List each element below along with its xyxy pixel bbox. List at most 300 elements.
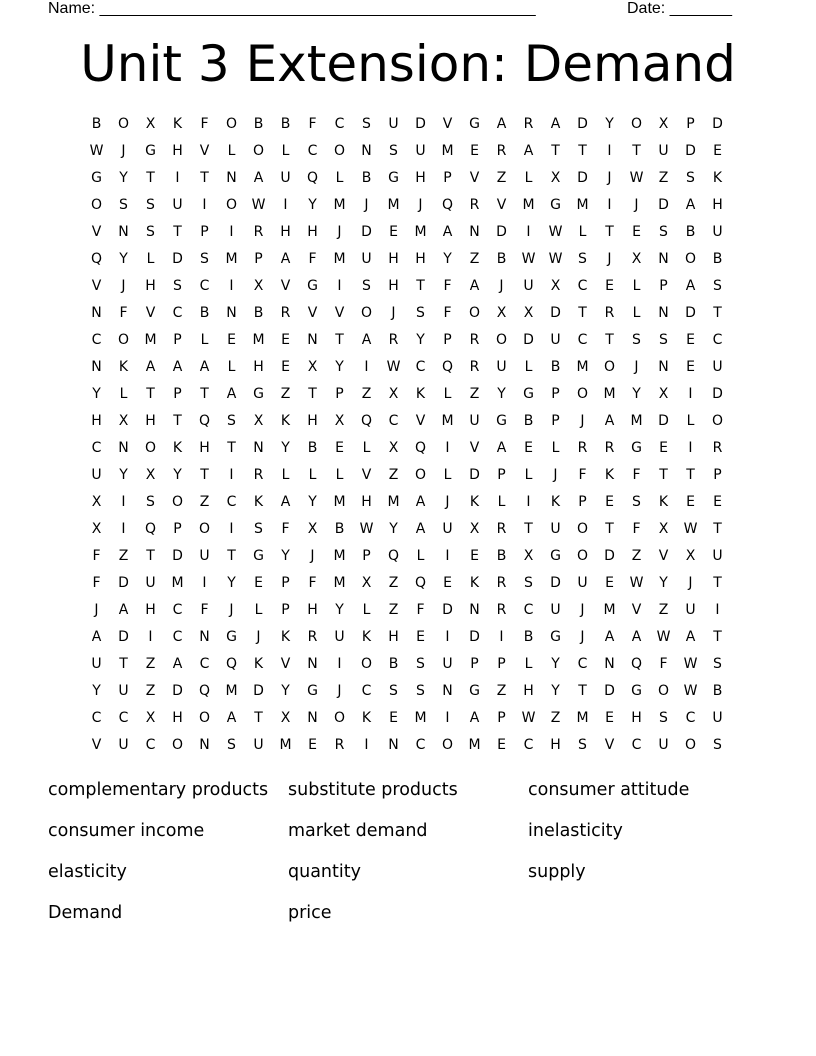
grid-row: [83, 165, 733, 192]
grid-letter: I: [337, 656, 342, 672]
grid-letter: D: [415, 116, 426, 132]
grid-letter: Q: [225, 656, 238, 672]
grid-letter: H: [172, 710, 183, 726]
grid-letter: S: [146, 197, 155, 213]
grid-letter: L: [308, 467, 317, 483]
grid-letter: V: [91, 224, 102, 240]
grid-letter: S: [416, 683, 425, 699]
grid-letter: M: [387, 494, 400, 510]
grid-letter: J: [121, 143, 126, 159]
grid-letter: E: [281, 359, 290, 375]
grid-letter: N: [118, 224, 129, 240]
grid-letter: G: [253, 548, 264, 564]
grid-letter: U: [334, 629, 345, 645]
grid-letter: X: [307, 359, 318, 375]
grid-letter: J: [580, 629, 585, 645]
grid-row: [83, 138, 733, 165]
grid-letter: X: [388, 440, 399, 456]
grid-letter: G: [253, 386, 264, 402]
grid-letter: H: [145, 278, 156, 294]
grid-letter: L: [335, 467, 344, 483]
grid-letter: S: [578, 737, 587, 753]
grid-letter: S: [227, 413, 236, 429]
grid-letter: R: [604, 440, 615, 456]
grid-letter: G: [523, 386, 534, 402]
grid-letter: A: [415, 521, 426, 537]
grid-letter: Q: [360, 413, 373, 429]
grid-letter: X: [523, 548, 534, 564]
grid-letter: A: [496, 116, 507, 132]
grid-letter: B: [280, 116, 291, 132]
grid-letter: O: [117, 332, 130, 348]
grid-letter: D: [442, 602, 453, 618]
grid-letter: S: [362, 116, 371, 132]
grid-letter: J: [634, 197, 639, 213]
grid-letter: H: [388, 629, 399, 645]
grid-letter: N: [361, 143, 372, 159]
grid-letter: Y: [173, 467, 182, 483]
grid-letter: D: [685, 305, 696, 321]
grid-letter: Z: [388, 467, 399, 483]
grid-letter: C: [91, 332, 102, 348]
grid-letter: U: [118, 683, 129, 699]
grid-letter: I: [364, 737, 369, 753]
grid-letter: Z: [496, 170, 507, 186]
grid-letter: B: [712, 251, 723, 267]
grid-letter: P: [497, 467, 506, 483]
grid-letter: U: [685, 602, 696, 618]
grid-letter: K: [550, 494, 561, 510]
grid-letter: F: [443, 278, 452, 294]
grid-letter: J: [337, 224, 342, 240]
grid-letter: X: [658, 521, 669, 537]
grid-letter: I: [229, 467, 234, 483]
grid-letter: J: [634, 359, 639, 375]
grid-letter: B: [685, 224, 696, 240]
grid-letter: V: [658, 548, 669, 564]
grid-letter: Y: [281, 440, 290, 456]
grid-letter: I: [175, 170, 180, 186]
grid-letter: G: [469, 683, 480, 699]
grid-letter: P: [254, 251, 263, 267]
grid-letter: T: [524, 521, 533, 537]
grid-letter: F: [308, 251, 317, 267]
grid-letter: L: [524, 170, 533, 186]
grid-letter: G: [550, 629, 561, 645]
grid-letter: U: [658, 143, 669, 159]
grid-letter: R: [577, 440, 588, 456]
grid-letter: S: [416, 656, 425, 672]
grid-letter: N: [469, 224, 480, 240]
grid-letter: J: [229, 602, 234, 618]
grid-letter: P: [551, 386, 560, 402]
grid-letter: F: [443, 305, 452, 321]
grid-letter: X: [145, 710, 156, 726]
grid-letter: M: [333, 251, 346, 267]
grid-letter: H: [388, 251, 399, 267]
grid-letter: K: [415, 386, 426, 402]
grid-letter: B: [253, 116, 264, 132]
grid-letter: S: [200, 251, 209, 267]
grid-letter: Y: [119, 467, 128, 483]
grid-letter: E: [686, 332, 695, 348]
grid-letter: Y: [308, 494, 317, 510]
grid-letter: D: [604, 683, 615, 699]
grid-letter: Z: [658, 602, 669, 618]
grid-letter: A: [469, 710, 480, 726]
grid-letter: X: [469, 521, 480, 537]
grid-letter: U: [577, 575, 588, 591]
grid-letter: A: [145, 359, 156, 375]
grid-letter: E: [308, 737, 317, 753]
grid-letter: S: [146, 494, 155, 510]
grid-letter: I: [202, 197, 207, 213]
grid-letter: X: [145, 467, 156, 483]
grid-row: [83, 624, 733, 651]
grid-letter: U: [550, 602, 561, 618]
grid-letter: E: [524, 440, 533, 456]
grid-letter: P: [200, 224, 209, 240]
grid-letter: F: [578, 467, 587, 483]
grid-letter: U: [658, 737, 669, 753]
grid-letter: T: [119, 656, 128, 672]
grid-letter: K: [172, 440, 183, 456]
grid-letter: C: [334, 116, 345, 132]
grid-letter: P: [362, 548, 371, 564]
grid-letter: C: [307, 143, 318, 159]
word-list: [48, 776, 768, 927]
grid-letter: E: [335, 440, 344, 456]
grid-letter: U: [118, 737, 129, 753]
grid-row: [83, 435, 733, 462]
grid-row: [83, 543, 733, 570]
grid-letter: K: [469, 575, 480, 591]
grid-letter: M: [387, 197, 400, 213]
grid-letter: Y: [308, 197, 317, 213]
grid-letter: L: [146, 251, 155, 267]
grid-letter: X: [91, 521, 102, 537]
grid-letter: I: [337, 278, 342, 294]
grid-letter: O: [576, 521, 589, 537]
grid-letter: H: [280, 224, 291, 240]
grid-letter: N: [658, 359, 669, 375]
grid-letter: T: [227, 548, 236, 564]
grid-letter: B: [523, 413, 534, 429]
grid-letter: M: [333, 575, 346, 591]
grid-letter: O: [171, 737, 184, 753]
grid-letter: J: [499, 278, 504, 294]
grid-letter: C: [631, 737, 642, 753]
grid-letter: E: [281, 332, 290, 348]
grid-letter: C: [361, 683, 372, 699]
grid-letter: M: [333, 494, 346, 510]
grid-letter: R: [307, 629, 318, 645]
grid-letter: B: [334, 521, 345, 537]
grid-letter: E: [686, 359, 695, 375]
grid-letter: U: [442, 656, 453, 672]
grid-letter: K: [361, 629, 372, 645]
grid-letter: P: [173, 332, 182, 348]
grid-letter: M: [603, 386, 616, 402]
grid-letter: J: [445, 494, 450, 510]
grid-letter: V: [415, 413, 426, 429]
grid-letter: L: [443, 386, 452, 402]
grid-letter: Q: [414, 440, 427, 456]
grid-letter: A: [280, 494, 291, 510]
grid-letter: T: [605, 332, 614, 348]
grid-letter: M: [603, 602, 616, 618]
grid-letter: Q: [306, 170, 319, 186]
header: [48, 0, 748, 20]
grid-letter: I: [526, 494, 531, 510]
grid-letter: A: [604, 629, 615, 645]
grid-letter: V: [280, 278, 291, 294]
grid-letter: H: [415, 170, 426, 186]
grid-letter: O: [252, 143, 265, 159]
grid-letter: N: [658, 251, 669, 267]
grid-letter: K: [172, 116, 183, 132]
grid-letter: T: [254, 710, 263, 726]
grid-letter: V: [496, 197, 507, 213]
grid-letter: O: [414, 467, 427, 483]
grid-letter: R: [604, 305, 615, 321]
grid-letter: Z: [280, 386, 291, 402]
grid-letter: B: [388, 656, 399, 672]
grid-letter: B: [253, 305, 264, 321]
grid-letter: L: [632, 278, 641, 294]
grid-letter: C: [712, 332, 723, 348]
grid-row: [83, 192, 733, 219]
grid-letter: V: [280, 656, 291, 672]
grid-letter: E: [713, 494, 722, 510]
grid-row: [83, 516, 733, 543]
grid-letter: D: [172, 548, 183, 564]
grid-letter: N: [118, 440, 129, 456]
grid-letter: L: [119, 386, 128, 402]
grid-letter: D: [361, 224, 372, 240]
grid-letter: D: [172, 683, 183, 699]
grid-letter: M: [279, 737, 292, 753]
grid-letter: Z: [469, 386, 480, 402]
grid-letter: U: [550, 521, 561, 537]
grid-row: [83, 219, 733, 246]
grid-row: [83, 246, 733, 273]
word-search-grid: [83, 111, 733, 759]
grid-letter: S: [659, 332, 668, 348]
grid-letter: D: [172, 251, 183, 267]
grid-letter: D: [658, 413, 669, 429]
grid-letter: G: [307, 683, 318, 699]
grid-letter: L: [443, 467, 452, 483]
grid-letter: V: [307, 305, 318, 321]
grid-letter: M: [522, 197, 535, 213]
grid-letter: N: [469, 602, 480, 618]
grid-letter: S: [686, 170, 695, 186]
grid-letter: S: [632, 332, 641, 348]
grid-letter: Z: [550, 710, 561, 726]
grid-row: [83, 111, 733, 138]
grid-letter: S: [632, 494, 641, 510]
grid-letter: W: [683, 656, 698, 672]
grid-letter: Z: [496, 683, 507, 699]
grid-letter: Y: [335, 359, 344, 375]
grid-letter: Z: [145, 683, 156, 699]
grid-letter: P: [551, 413, 560, 429]
grid-letter: T: [605, 224, 614, 240]
grid-letter: I: [283, 197, 288, 213]
grid-letter: R: [253, 224, 264, 240]
grid-letter: F: [200, 116, 209, 132]
grid-letter: H: [145, 602, 156, 618]
grid-letter: K: [604, 467, 615, 483]
grid-letter: L: [362, 440, 371, 456]
grid-letter: A: [226, 386, 237, 402]
word-list-item: complementary products: [48, 780, 269, 800]
grid-letter: D: [577, 170, 588, 186]
grid-letter: G: [550, 197, 561, 213]
grid-letter: X: [334, 413, 345, 429]
grid-letter: D: [685, 143, 696, 159]
grid-letter: O: [144, 440, 157, 456]
grid-letter: T: [713, 305, 722, 321]
grid-letter: R: [496, 143, 507, 159]
grid-letter: B: [550, 359, 561, 375]
grid-letter: L: [632, 305, 641, 321]
grid-letter: V: [442, 116, 453, 132]
grid-letter: N: [388, 737, 399, 753]
grid-letter: T: [200, 386, 209, 402]
grid-letter: I: [715, 602, 720, 618]
grid-letter: T: [146, 170, 155, 186]
grid-letter: J: [391, 305, 396, 321]
word-list-item: consumer income: [48, 821, 205, 841]
grid-letter: V: [334, 305, 345, 321]
grid-letter: I: [607, 143, 612, 159]
grid-letter: S: [416, 305, 425, 321]
grid-letter: L: [200, 332, 209, 348]
grid-letter: N: [658, 305, 669, 321]
grid-letter: A: [685, 197, 696, 213]
grid-letter: J: [337, 683, 342, 699]
grid-letter: D: [253, 683, 264, 699]
grid-letter: N: [199, 629, 210, 645]
grid-letter: Z: [199, 494, 210, 510]
grid-letter: S: [389, 683, 398, 699]
grid-letter: L: [362, 602, 371, 618]
grid-letter: H: [415, 251, 426, 267]
grid-letter: M: [576, 359, 589, 375]
grid-letter: D: [712, 116, 723, 132]
grid-letter: N: [307, 656, 318, 672]
word-list-item: elasticity: [48, 862, 127, 882]
grid-letter: U: [145, 575, 156, 591]
grid-letter: H: [712, 197, 723, 213]
grid-letter: E: [389, 710, 398, 726]
grid-letter: I: [445, 710, 450, 726]
word-list-item: quantity: [288, 862, 361, 882]
grid-letter: C: [523, 737, 534, 753]
grid-letter: F: [92, 575, 101, 591]
grid-letter: R: [712, 440, 723, 456]
grid-letter: X: [118, 413, 129, 429]
grid-letter: G: [91, 170, 102, 186]
grid-letter: X: [550, 278, 561, 294]
grid-letter: J: [607, 251, 612, 267]
grid-letter: X: [550, 170, 561, 186]
grid-letter: P: [497, 656, 506, 672]
grid-letter: K: [253, 494, 264, 510]
grid-letter: T: [173, 224, 182, 240]
grid-letter: N: [91, 359, 102, 375]
grid-letter: Z: [388, 575, 399, 591]
grid-letter: Z: [118, 548, 129, 564]
grid-letter: F: [416, 602, 425, 618]
grid-letter: U: [496, 359, 507, 375]
grid-letter: S: [713, 737, 722, 753]
grid-letter: G: [145, 143, 156, 159]
grid-letter: C: [685, 710, 696, 726]
grid-letter: J: [418, 197, 423, 213]
grid-letter: X: [388, 386, 399, 402]
grid-letter: R: [469, 332, 480, 348]
grid-letter: F: [92, 548, 101, 564]
grid-letter: A: [631, 629, 642, 645]
grid-letter: P: [281, 602, 290, 618]
grid-row: [83, 354, 733, 381]
grid-letter: A: [361, 332, 372, 348]
grid-letter: L: [335, 170, 344, 186]
grid-letter: A: [199, 359, 210, 375]
grid-letter: F: [281, 521, 290, 537]
grid-letter: C: [91, 710, 102, 726]
word-list-item: price: [288, 903, 332, 923]
grid-letter: A: [172, 656, 183, 672]
grid-letter: E: [632, 224, 641, 240]
grid-letter: M: [576, 710, 589, 726]
grid-letter: V: [145, 305, 156, 321]
grid-letter: W: [251, 197, 266, 213]
grid-letter: L: [524, 656, 533, 672]
grid-letter: H: [145, 413, 156, 429]
grid-row: [83, 300, 733, 327]
grid-letter: H: [172, 143, 183, 159]
grid-letter: A: [118, 602, 129, 618]
grid-letter: R: [388, 332, 399, 348]
grid-letter: I: [445, 440, 450, 456]
grid-letter: T: [200, 170, 209, 186]
grid-letter: C: [91, 440, 102, 456]
grid-letter: Q: [90, 251, 103, 267]
grid-letter: I: [526, 224, 531, 240]
grid-letter: W: [629, 170, 644, 186]
grid-letter: L: [227, 143, 236, 159]
grid-letter: A: [685, 278, 696, 294]
grid-letter: O: [576, 548, 589, 564]
grid-letter: A: [280, 251, 291, 267]
grid-letter: J: [364, 197, 369, 213]
grid-letter: H: [199, 440, 210, 456]
grid-letter: T: [551, 143, 560, 159]
grid-letter: T: [200, 467, 209, 483]
grid-letter: O: [198, 521, 211, 537]
grid-letter: T: [713, 575, 722, 591]
grid-letter: E: [416, 629, 425, 645]
grid-letter: M: [468, 737, 481, 753]
grid-letter: M: [333, 548, 346, 564]
grid-letter: H: [388, 278, 399, 294]
grid-letter: O: [360, 305, 373, 321]
grid-letter: G: [469, 116, 480, 132]
